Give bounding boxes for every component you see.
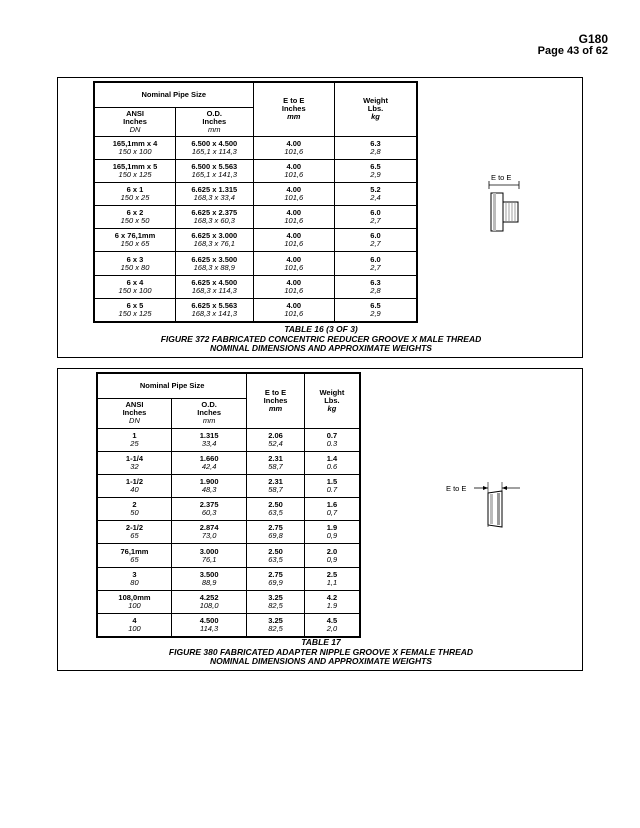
e-to-e-label: E to E bbox=[446, 484, 467, 493]
caption-line: TABLE 17 bbox=[301, 637, 341, 647]
e-to-e-cell: 4.00 101,6 bbox=[253, 252, 334, 275]
e-to-e-cell: 2.75 69,9 bbox=[247, 567, 305, 590]
table-row bbox=[94, 136, 417, 159]
table-row bbox=[94, 206, 417, 229]
weight-cell: 1.5 0.7 bbox=[304, 474, 360, 497]
table16 bbox=[93, 81, 418, 323]
weight-cell: 6.5 2,9 bbox=[335, 159, 417, 182]
table-row bbox=[97, 474, 360, 497]
od-cell: 4.500 114,3 bbox=[171, 614, 246, 637]
ansi-cell: 1-1/2 40 bbox=[97, 474, 171, 497]
weight-cell: 6.3 2,8 bbox=[335, 275, 417, 298]
table-row bbox=[97, 590, 360, 613]
weight-cell: 6.0 2,7 bbox=[335, 206, 417, 229]
e-to-e-cell: 4.00 101,6 bbox=[253, 229, 334, 252]
weight-cell: 6.3 2,8 bbox=[335, 136, 417, 159]
e-to-e-cell: 2.06 52,4 bbox=[247, 428, 305, 451]
table-row bbox=[97, 614, 360, 637]
ansi-cell: 4 100 bbox=[97, 614, 171, 637]
ansi-cell: 1-1/4 32 bbox=[97, 451, 171, 474]
weight-cell: 2.5 1,1 bbox=[304, 567, 360, 590]
ansi-cell: 6 x 4 150 x 100 bbox=[94, 275, 176, 298]
e-to-e-cell: 3.25 82,5 bbox=[247, 614, 305, 637]
ansi-cell: 76,1mm 65 bbox=[97, 544, 171, 567]
od-cell: 6.625 x 1.315 168,3 x 33,4 bbox=[176, 182, 254, 205]
od-header: O.D. Inches mm bbox=[171, 398, 246, 428]
adapter-nipple-drawing bbox=[446, 477, 526, 537]
weight-cell: 6.0 2,7 bbox=[335, 252, 417, 275]
e-to-e-cell: 4.00 101,6 bbox=[253, 275, 334, 298]
table-row bbox=[97, 428, 360, 451]
table-row bbox=[94, 275, 417, 298]
od-cell: 6.625 x 4.500 168,3 x 114,3 bbox=[176, 275, 254, 298]
od-cell: 6.625 x 3.500 168,3 x 88,9 bbox=[176, 252, 254, 275]
od-header: O.D. Inches mm bbox=[176, 107, 254, 136]
weight-header: Weight Lbs. kg bbox=[335, 82, 417, 136]
nominal-pipe-size-header: Nominal Pipe Size bbox=[94, 82, 253, 107]
e-to-e-header: E to E Inches mm bbox=[247, 373, 305, 428]
ansi-cell: 6 x 5 150 x 125 bbox=[94, 298, 176, 321]
e-to-e-cell: 2.50 63,5 bbox=[247, 544, 305, 567]
e-to-e-cell: 2.50 63,5 bbox=[247, 498, 305, 521]
table17-caption bbox=[41, 638, 601, 667]
od-cell: 6.500 x 5.563 165,1 x 141,3 bbox=[176, 159, 254, 182]
weight-cell: 1.6 0,7 bbox=[304, 498, 360, 521]
table-row bbox=[97, 498, 360, 521]
od-cell: 3.000 76,1 bbox=[171, 544, 246, 567]
table-row bbox=[94, 229, 417, 252]
table-row bbox=[97, 451, 360, 474]
ansi-cell: 6 x 2 150 x 50 bbox=[94, 206, 176, 229]
e-to-e-cell: 4.00 101,6 bbox=[253, 182, 334, 205]
ansi-cell: 6 x 3 150 x 80 bbox=[94, 252, 176, 275]
weight-cell: 4.2 1.9 bbox=[304, 590, 360, 613]
e-to-e-label: E to E bbox=[491, 173, 512, 182]
nominal-pipe-size-header: Nominal Pipe Size bbox=[97, 373, 247, 398]
weight-cell: 6.5 2,9 bbox=[335, 298, 417, 321]
e-to-e-header: E to E Inches mm bbox=[253, 82, 334, 136]
table-row bbox=[94, 252, 417, 275]
weight-cell: 1.4 0.6 bbox=[304, 451, 360, 474]
od-cell: 6.500 x 4.500 165,1 x 114,3 bbox=[176, 136, 254, 159]
od-cell: 1.900 48,3 bbox=[171, 474, 246, 497]
od-cell: 3.500 88,9 bbox=[171, 567, 246, 590]
ansi-cell: 165,1mm x 4 150 x 100 bbox=[94, 136, 176, 159]
table16-caption bbox=[11, 325, 631, 354]
caption-line: NOMINAL DIMENSIONS AND APPROXIMATE WEIGHTS bbox=[210, 343, 432, 353]
od-cell: 2.375 60,3 bbox=[171, 498, 246, 521]
table17 bbox=[96, 372, 361, 638]
reducer-drawing bbox=[484, 173, 534, 243]
table-row bbox=[94, 182, 417, 205]
table-row bbox=[94, 298, 417, 321]
od-cell: 1.660 42,4 bbox=[171, 451, 246, 474]
ansi-cell: 6 x 1 150 x 25 bbox=[94, 182, 176, 205]
table-row bbox=[97, 567, 360, 590]
ansi-cell: 165,1mm x 5 150 x 125 bbox=[94, 159, 176, 182]
od-cell: 2.874 73,0 bbox=[171, 521, 246, 544]
weight-cell: 5.2 2,4 bbox=[335, 182, 417, 205]
od-cell: 6.625 x 5.563 168,3 x 141,3 bbox=[176, 298, 254, 321]
caption-line: NOMINAL DIMENSIONS AND APPROXIMATE WEIGHTS bbox=[210, 656, 432, 666]
table-row bbox=[97, 544, 360, 567]
od-cell: 6.625 x 3.000 168,3 x 76,1 bbox=[176, 229, 254, 252]
ansi-cell: 108,0mm 100 bbox=[97, 590, 171, 613]
table-row bbox=[97, 521, 360, 544]
caption-line: FIGURE 372 FABRICATED CONCENTRIC REDUCER GROOVE X MALE THREAD bbox=[160, 333, 482, 344]
page-header bbox=[538, 33, 608, 57]
e-to-e-cell: 4.00 101,6 bbox=[253, 136, 334, 159]
e-to-e-cell: 3.25 82,5 bbox=[247, 590, 305, 613]
od-cell: 6.625 x 2.375 168,3 x 60,3 bbox=[176, 206, 254, 229]
table-row bbox=[94, 159, 417, 182]
ansi-header: ANSI Inches DN bbox=[97, 398, 171, 428]
caption-line: TABLE 16 (3 OF 3) bbox=[284, 324, 358, 334]
page-number: Page 43 of 62 bbox=[537, 45, 608, 57]
weight-cell: 2.0 0,9 bbox=[304, 544, 360, 567]
e-to-e-cell: 2.31 58,7 bbox=[247, 451, 305, 474]
e-to-e-cell: 4.00 101,6 bbox=[253, 206, 334, 229]
document-id: G180 bbox=[578, 32, 608, 46]
table17-panel bbox=[57, 368, 583, 671]
weight-cell: 1.9 0,9 bbox=[304, 521, 360, 544]
weight-cell: 6.0 2,7 bbox=[335, 229, 417, 252]
e-to-e-cell: 2.31 58,7 bbox=[247, 474, 305, 497]
reducer-figure bbox=[484, 173, 534, 243]
e-to-e-cell: 2.75 69,8 bbox=[247, 521, 305, 544]
weight-cell: 4.5 2,0 bbox=[304, 614, 360, 637]
caption-line: FIGURE 380 FABRICATED ADAPTER NIPPLE GROOVE X FEMALE THREAD bbox=[168, 646, 474, 657]
ansi-cell: 1 25 bbox=[97, 428, 171, 451]
ansi-cell: 2 50 bbox=[97, 498, 171, 521]
e-to-e-cell: 4.00 101,6 bbox=[253, 298, 334, 321]
adapter-nipple-figure bbox=[446, 477, 526, 537]
ansi-cell: 2-1/2 65 bbox=[97, 521, 171, 544]
weight-cell: 0.7 0.3 bbox=[304, 428, 360, 451]
od-cell: 4.252 108,0 bbox=[171, 590, 246, 613]
ansi-header: ANSI Inches DN bbox=[94, 107, 176, 136]
weight-header: Weight Lbs. kg bbox=[304, 373, 360, 428]
e-to-e-cell: 4.00 101,6 bbox=[253, 159, 334, 182]
od-cell: 1.315 33,4 bbox=[171, 428, 246, 451]
ansi-cell: 6 x 76,1mm 150 x 65 bbox=[94, 229, 176, 252]
table16-panel bbox=[57, 77, 583, 358]
ansi-cell: 3 80 bbox=[97, 567, 171, 590]
